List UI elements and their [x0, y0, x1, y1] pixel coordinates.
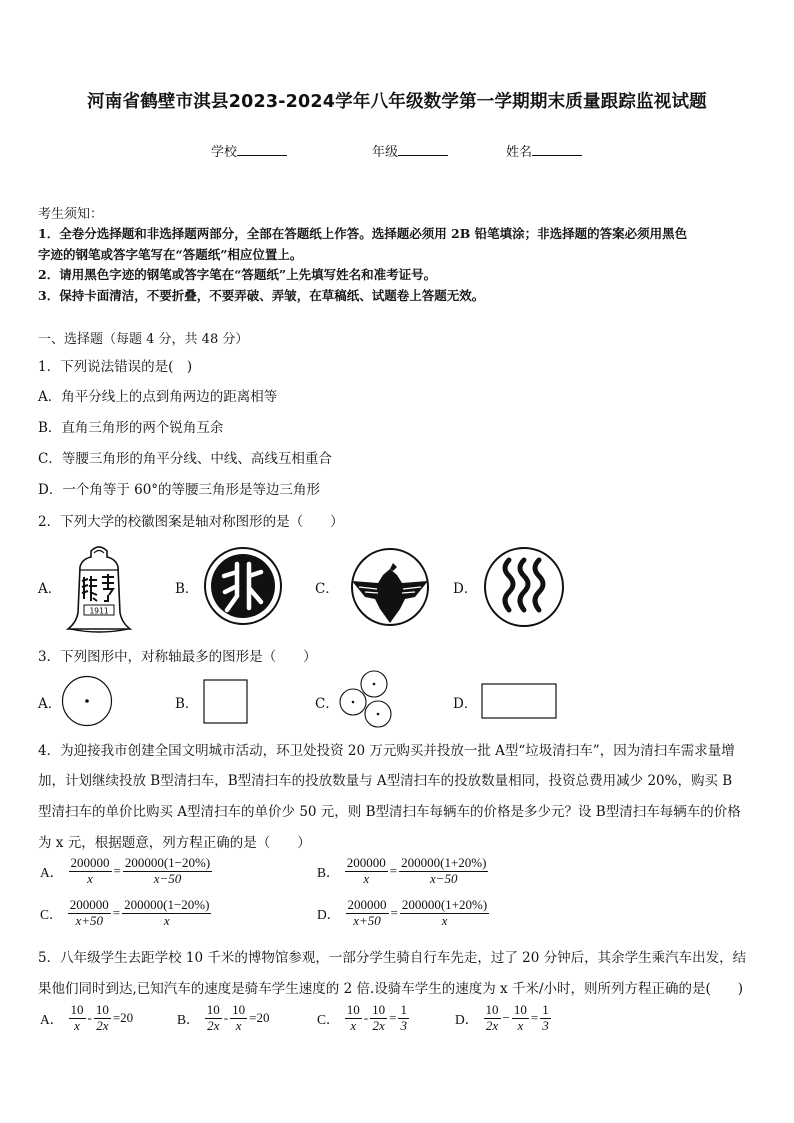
numerator: 10: [372, 1002, 386, 1017]
q1-stem: 1．下列说法错误的是( ): [38, 359, 193, 375]
operator: -: [363, 1010, 369, 1026]
name-field: [506, 141, 582, 160]
peking-emblem-icon: [203, 546, 283, 626]
right-hand-side: =20: [112, 1010, 134, 1026]
q4-line-3: 型清扫车的单价比购买 A型清扫车的单价少 50 元，则 B型清扫车每辆车的价格是多少元？设 B型清扫车每辆车的价格: [38, 804, 741, 820]
q5-option-d: D． $\frac{10}{2x}$ − $\frac{10}{x}$ = $\frac{1}{3}$: [455, 1002, 549, 1033]
denominator: x: [87, 870, 93, 886]
school-blank: [237, 143, 287, 156]
bell-emblem-icon: [64, 543, 134, 635]
q5-option-b: [175, 1003, 271, 1034]
numerator: 200000: [70, 855, 110, 870]
numerator: 10: [70, 1002, 84, 1017]
waves-emblem-icon: [483, 546, 565, 628]
q4-line-4: 为 x 元，根据题意，列方程正确的是（ ）: [38, 835, 311, 851]
right-hand-side: =20: [249, 1010, 270, 1026]
option-label: B．: [317, 865, 340, 881]
notice-heading: 考生须知：: [38, 207, 104, 222]
q4-line-1: 4．为迎接我市创建全国文明城市活动，环卫处投资 20 万元购买并投放一批 A型“垃圾清扫车”，因为清扫车需求量增: [38, 743, 735, 759]
page-title: 河南省鹤壁市淇县2023-2024学年八年级数学第一学期期末质量跟踪监视试题: [87, 92, 707, 112]
denominator: 2x: [96, 1017, 109, 1033]
numerator: 10: [485, 1002, 499, 1017]
operator: -: [223, 1010, 229, 1026]
q2-label-b: B．: [175, 581, 199, 597]
denominator: x: [74, 1017, 80, 1033]
numerator: 200000: [347, 897, 387, 912]
circle-with-center-shape: [61, 675, 113, 727]
q4-option-b: B． $\frac{200000}{x}$ = $\frac{200000(1+20\%)}{x-50}$: [317, 855, 487, 886]
numerator: 200000(1+20%): [401, 855, 487, 870]
denominator: 2x: [372, 1017, 385, 1033]
notice-item-1-line1: 1．全卷分选择题和非选择题两部分，全部在答题纸上作答。选择题必须用 2B 铅笔填涂；非选择题的答案必须用黑色: [38, 226, 688, 241]
numerator: 200000(1−20%): [124, 855, 211, 870]
q1-option-d: D．一个角等于 60°的等腰三角形是等边三角形: [38, 482, 321, 498]
denominator: x−50: [430, 870, 458, 886]
q4-option-c: C． $\frac{200000}{x+50}$ = $\frac{200000(1-20\%)}{x}$: [40, 897, 210, 928]
q5-line-2: 果他们同时到达,已知汽车的速度是骑车学生速度的 2 倍.设骑车学生的速度为 x 千米/小时，则所列方程正确的是( ): [38, 981, 744, 997]
q3-label-d: D．: [453, 696, 478, 712]
notice-item-2: 2．请用黑色字迹的钢笔或答字笔在“答题纸”上先填写姓名和准考证号。: [38, 267, 437, 282]
option-label: C．: [40, 907, 63, 923]
section-heading: 一、选择题（每题 4 分，共 48 分）: [38, 332, 249, 347]
q4-line-2: 加，计划继续投放 B型清扫车，B型清扫车的投放数量与 A型清扫车的投放数量相同，投资总费用减少 20%，购买 B: [38, 773, 733, 789]
denominator: 2x: [207, 1017, 220, 1033]
notice-item-1-line2: 字迹的钢笔或答字笔写在“答题纸”相应位置上。: [38, 247, 303, 262]
denominator: x+50: [75, 912, 104, 928]
denominator: x: [363, 870, 370, 886]
numerator: 10: [206, 1002, 220, 1017]
denominator: x: [517, 1017, 524, 1033]
square-shape: [203, 679, 248, 724]
option-label: B．: [177, 1012, 200, 1028]
numerator: 10: [232, 1002, 246, 1017]
denominator: 2x: [485, 1017, 499, 1033]
numerator: 10: [346, 1002, 360, 1017]
numerator: 1: [400, 1002, 407, 1017]
q3-label-c: C．: [315, 696, 339, 712]
q2-stem: 2．下列大学的校徽图案是轴对称图形的是（ ）: [38, 514, 344, 530]
q3-label-b: B．: [175, 696, 199, 712]
notice-item-3: 3．保持卡面清洁，不要折叠，不要弄破、弄皱，在草稿纸、试题卷上答题无效。: [38, 288, 485, 303]
name-label: 姓名: [506, 145, 533, 160]
q4-option-d: D． $\frac{200000}{x+50}$ = $\frac{200000(1+20\%)}{x}$: [317, 897, 488, 928]
q2-label-d: D．: [453, 581, 478, 597]
denominator: 3: [542, 1017, 549, 1033]
operator: −: [502, 1010, 510, 1026]
option-label: C．: [317, 1012, 340, 1028]
operator: -: [87, 1010, 92, 1026]
rectangle-shape: [481, 683, 557, 719]
numerator: 200000: [69, 897, 109, 912]
school-field: [211, 141, 287, 160]
q5-line-1: 5．八年级学生去距学校 10 千米的博物馆参观，一部分学生骑自行车先走，过了 20 分钟后，其余学生乘汽车出发，结: [38, 950, 747, 966]
q5-option-c: C． $\frac{10}{x}$ - $\frac{10}{2x}$ = $\frac{1}{3}$: [317, 1002, 407, 1033]
numerator: 10: [95, 1002, 109, 1017]
denominator: x−50: [153, 870, 182, 886]
numerator: 200000(1−20%): [124, 897, 210, 912]
grade-field: [372, 141, 448, 160]
school-label: 学校: [211, 145, 238, 160]
numerator: 1: [542, 1002, 549, 1017]
q2-label-c: C．: [315, 581, 339, 597]
q2-label-a: A．: [38, 581, 62, 597]
denominator: x+50: [353, 912, 381, 928]
numerator: 200000: [346, 855, 386, 870]
grade-label: 年级: [372, 145, 399, 160]
name-blank: [532, 143, 582, 156]
q1-option-b: B．直角三角形的两个锐角互余: [38, 420, 224, 436]
q3-label-a: A．: [38, 696, 62, 712]
denominator: x: [235, 1017, 242, 1033]
option-label: A．: [40, 1012, 64, 1028]
option-label: D．: [317, 907, 341, 923]
q1-option-c: C．等腰三角形的角平分线、中线、高线互相重合: [38, 451, 332, 467]
grade-blank: [398, 143, 448, 156]
q5-option-a: [38, 1003, 135, 1034]
q4-option-a: A． $\frac{200000}{x}$ = $\frac{200000(1-20\%)}{x-50}$: [40, 855, 211, 886]
denominator: 3: [400, 1017, 407, 1033]
denominator: x: [163, 912, 170, 928]
three-circles-shape: [335, 669, 397, 731]
emblem-year-text: 1911: [89, 606, 109, 616]
option-label: D．: [455, 1012, 479, 1028]
eagle-emblem-icon: [345, 547, 435, 627]
q3-stem: 3．下列图形中，对称轴最多的图形是（ ）: [38, 649, 317, 665]
numerator: 10: [513, 1002, 527, 1017]
numerator: 200000(1+20%): [401, 897, 488, 912]
denominator: x: [350, 1017, 357, 1033]
denominator: x: [441, 912, 448, 928]
option-label: A．: [40, 865, 64, 881]
q1-option-a: A．角平分线上的点到角两边的距离相等: [38, 389, 278, 405]
